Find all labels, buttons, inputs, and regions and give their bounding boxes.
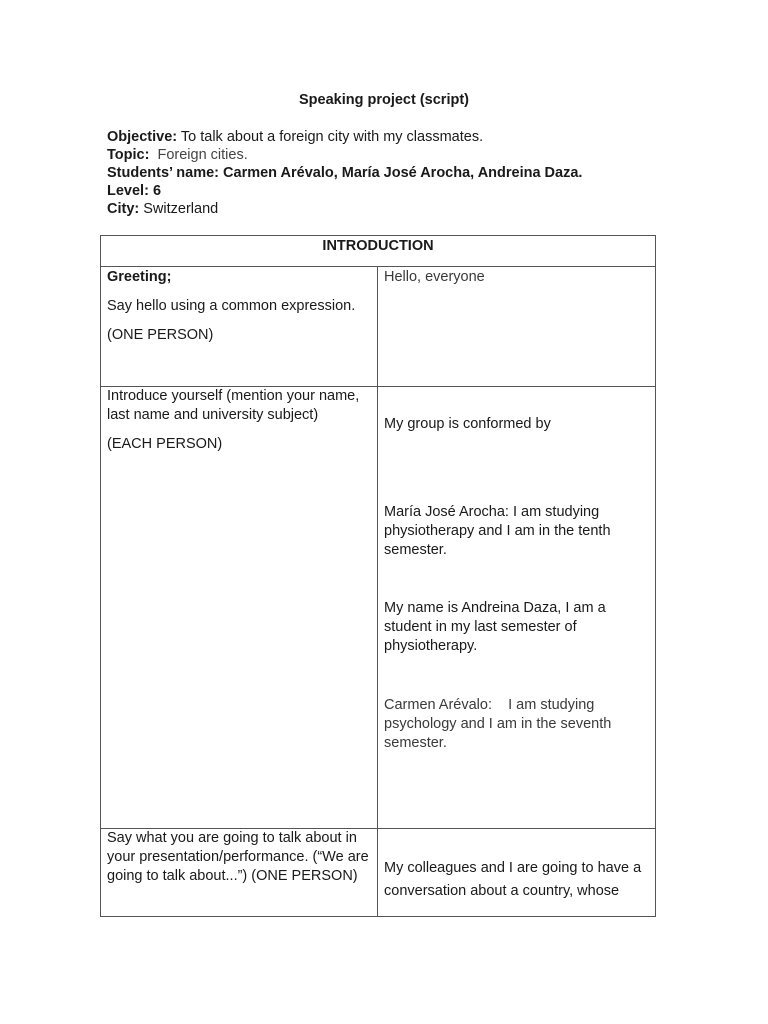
- students-value: Carmen Arévalo, María José Arocha, Andreina Daza.: [223, 165, 583, 181]
- greeting-instruction: Say hello using a common expression.: [107, 298, 356, 314]
- response-cell: [378, 387, 656, 829]
- intro-who: (EACH PERSON): [107, 436, 223, 452]
- topic-response: My colleagues and I are going to have a conversation about a country, whose: [384, 860, 642, 899]
- table-row: [101, 267, 656, 387]
- intro-response-maria: María José Arocha: I am studying physiotherapy and I am in the tenth semester.: [384, 504, 611, 558]
- table-row: [101, 387, 656, 829]
- objective-label: Objective:: [107, 129, 178, 145]
- students-label: Students’ name:: [107, 165, 219, 181]
- greeting-who: (ONE PERSON): [107, 327, 214, 343]
- table-header-row: [101, 236, 656, 267]
- topic-instruction: Say what you are going to talk about in your presentation/performance. (“We are going to talk about...”) (ONE PERSON): [107, 830, 369, 884]
- document-title: Speaking project (script): [298, 92, 469, 108]
- response-cell: [378, 267, 656, 387]
- level-label: Level:: [107, 183, 149, 199]
- script-table: [100, 235, 656, 917]
- greeting-response: Hello, everyone: [384, 269, 485, 285]
- objective-line: [107, 128, 582, 146]
- intro-response-andreina: My name is Andreina Daza, I am a student in my last semester of physiotherapy.: [384, 600, 606, 654]
- instruction-cell: [101, 829, 378, 917]
- level-value: 6: [152, 183, 162, 199]
- instruction-cell: [101, 267, 378, 387]
- level-line: [107, 182, 582, 200]
- response-cell: [378, 829, 656, 917]
- intro-response-carmen: Carmen Arévalo: I am studying psychology and I am in the seventh semester.: [384, 697, 616, 751]
- topic-label: Topic:: [107, 147, 150, 163]
- section-header: INTRODUCTION: [101, 236, 656, 267]
- intro-response-lead: My group is conformed by: [384, 416, 551, 432]
- topic-line: [107, 146, 582, 164]
- intro-instruction: Introduce yourself (mention your name, last name and university subject): [107, 388, 360, 423]
- project-meta: [107, 128, 582, 218]
- city-line: [107, 200, 582, 218]
- city-value: Switzerland: [143, 201, 219, 217]
- greeting-heading: Greeting;: [107, 269, 172, 285]
- table-row: [101, 829, 656, 917]
- instruction-cell: [101, 387, 378, 829]
- students-line: [107, 164, 582, 182]
- topic-value: Foreign cities.: [157, 147, 248, 163]
- objective-value: To talk about a foreign city with my classmates.: [180, 129, 484, 145]
- city-label: City:: [107, 201, 140, 217]
